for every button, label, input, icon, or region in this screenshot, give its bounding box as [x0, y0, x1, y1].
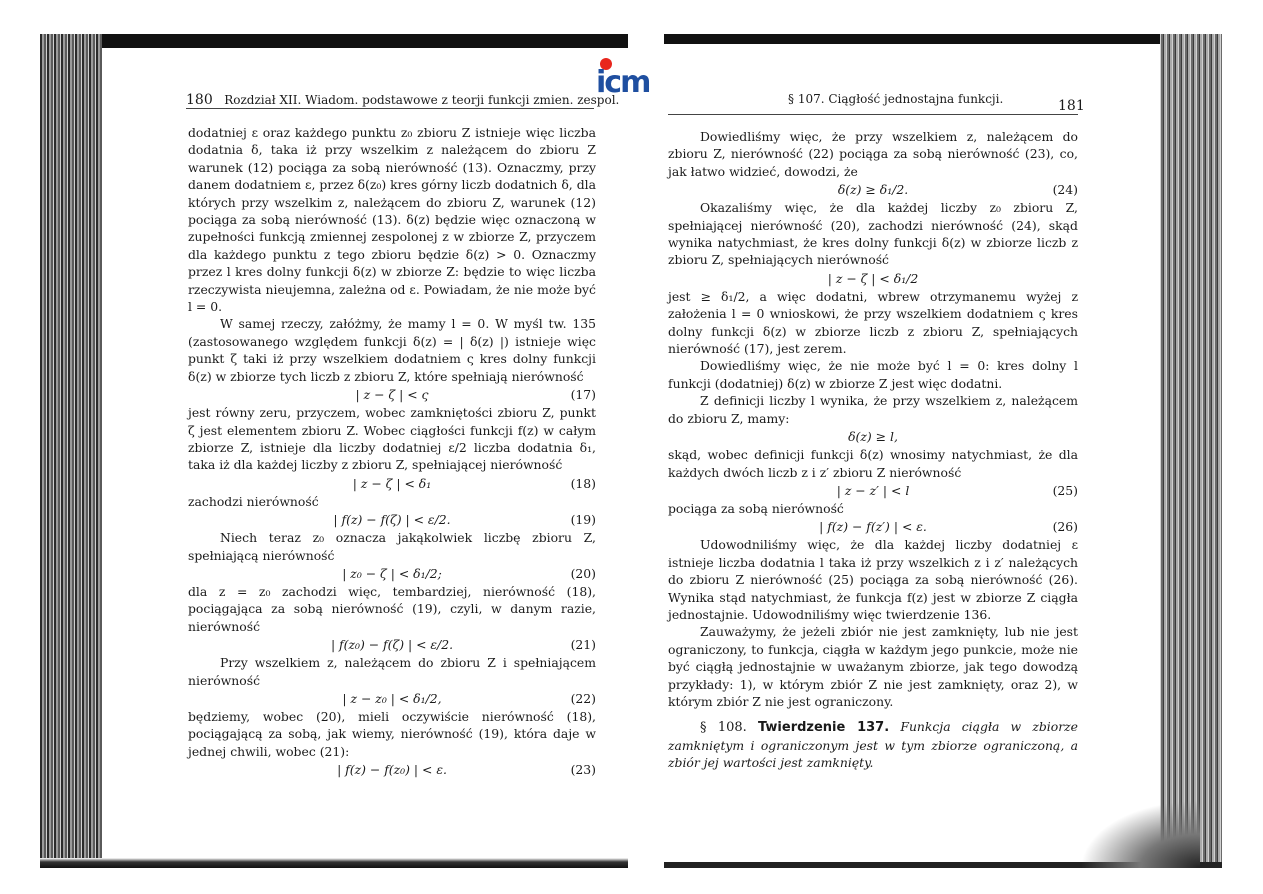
section-number: § 108.	[700, 720, 747, 736]
paragraph: zachodzi nierówność	[188, 493, 319, 509]
equation-number: (17)	[570, 387, 596, 403]
page-stack-right	[1160, 34, 1222, 868]
equation-expression: | f(z) − f(z′) | < ε.	[819, 519, 927, 535]
paragraph: Niech teraz z₀ oznacza jakąkolwiek liczbę zbioru Z, spełniającą nierówność	[188, 530, 596, 563]
right-page-body	[668, 128, 1078, 772]
paragraph: jest równy zeru, przyczem, wobec zamkniętości zbioru Z, punkt ζ jest elementem zbioru Z. Wobec ciągłości funkcji f(z) w całym zbiorze Z, istnieje dla liczby dodatniej ε/2 liczba dodatnia δ₁, taka iż dla każdej liczby z zbioru Z, spełniającej nierówność	[188, 405, 596, 473]
icm-logo	[596, 56, 664, 100]
paragraph: dodatniej ε oraz każdego punktu z₀ zbioru Z istnieje więc liczba dodatnia δ, taka iż przy wszelkim z należącem do zbioru Z warunek (12) pociąga za sobą nierówność (13). Oznaczmy, przy danem dodatniem ε, przez δ(z₀) kres górny liczb dodatnich δ, dla których przy wszelkim z, należącem do zbioru Z, warunek (12) pociąga za sobą nierówność (13). δ(z) będzie więc oznaczoną w zupełności funkcją zmiennej zespolonej z w zbiorze Z, przyczem dla każdego punktu z tego zbioru będzie δ(z) > 0. Oznaczmy przez l kres dolny funkcji δ(z) w zbiorze Z: będzie to więc liczba rzeczywista nieujemna, zależna od ε. Powiadam, że nie może być l = 0.	[188, 125, 596, 315]
paragraph: dla z = z₀ zachodzi więc, tembardziej, nierówność (18), pociągająca za sobą nierówność (19), czyli, w danym razie, nierówność	[188, 583, 596, 634]
equation-expression: | f(z₀) − f(ζ) | < ε/2.	[330, 637, 454, 653]
equation-number: (23)	[570, 762, 596, 778]
section-heading	[668, 718, 1078, 771]
right-page-number-wrap	[1058, 98, 1085, 114]
left-page-header	[186, 92, 620, 108]
paragraph: Dowiedliśmy więc, że przy wszelkiem z, należącem do zbioru Z, nierówność (22) pociąga za sobą nierówność (23), co, jak łatwo widzieć, dowodzi, że	[668, 129, 1078, 179]
equation	[188, 510, 596, 529]
equation	[668, 427, 1078, 446]
equation-expression: | z₀ − ζ | < δ₁/2;	[342, 565, 442, 581]
book-gutter	[628, 34, 664, 868]
equation	[188, 635, 596, 654]
equation-number: (21)	[570, 637, 596, 653]
equation-number: (22)	[570, 690, 596, 706]
equation-number: (18)	[570, 475, 596, 491]
page-stack-left	[40, 34, 102, 868]
equation	[188, 564, 596, 583]
right-page-header	[788, 92, 1208, 106]
equation-number: (19)	[570, 512, 596, 528]
theorem-title: Twierdzenie 137.	[757, 720, 890, 736]
paragraph: Okazaliśmy więc, że dla każdej liczby z₀ zbioru Z, spełniającej nierówność (20), zachodzi nierówność (24), skąd wynika natychmiast, że kres dolny funkcji δ(z) w zbiorze liczb z zbioru Z, spełniających nierówność	[668, 200, 1078, 268]
paragraph: Przy wszelkiem z, należącem do zbioru Z i spełniającem nierówność	[188, 655, 596, 688]
logo-text: icm	[596, 65, 650, 100]
equation-expression: | f(z) − f(z₀) | < ε.	[337, 762, 447, 778]
paragraph: Zauważymy, że jeżeli zbiór nie jest zamknięty, lub nie jest ograniczony, to funkcja, ciągła w każdym jego punkcie, może nie być ciągłą jednostajnie w uważanym zbiorze, jak tego dowodzą przykłady: 1), w którym zbiór Z nie jest zamknięty, oraz 2), w którym zbiór Z nie jest ograniczony.	[668, 624, 1078, 709]
paragraph: W samej rzeczy, załóżmy, że mamy l = 0. W myśl tw. 135 (zastosowanego względem funkcji δ(z) = | δ(z) |) istnieje więc punkt ζ taki iż przy wszelkiem dodatniem ς kres dolny funkcji δ(z) w zbiorze tych liczb z zbioru Z, które spełniają nierówność	[188, 316, 596, 384]
equation	[668, 481, 1078, 500]
left-running-head: Rozdział XII. Wiadom. podstawowe z teorji funkcji zmien. zespol.	[224, 93, 620, 107]
equation-number: (20)	[570, 565, 596, 581]
paragraph: Z definicji liczby l wynika, że przy wszelkiem z, należącem do zbioru Z, mamy:	[668, 393, 1078, 426]
right-page	[664, 0, 1160, 894]
equation-expression: | z − ζ | < ς	[355, 387, 429, 403]
paragraph: pociąga za sobą nierówność	[668, 500, 844, 516]
equation	[668, 269, 1078, 288]
paragraph: Udowodniliśmy więc, że dla każdej liczby dodatniej ε istnieje liczba dodatnia l taka iż przy wszelkich z i z′ należących do zbioru Z nierówność (25) pociąga za sobą nierówność (26). Wynika stąd natychmiast, że funkcja f(z) jest w zbiorze Z ciągła jednostajnie. Udowodniliśmy więc twierdzenie 136.	[668, 537, 1078, 622]
left-page-number: 180	[186, 92, 213, 108]
left-header-rule	[186, 108, 594, 109]
right-header-rule	[668, 114, 1078, 115]
equation	[668, 180, 1078, 199]
theorem-statement: Funkcja ciągła w zbiorze zamkniętym i ograniczonym jest w tym zbiorze ograniczoną, a zbiór jej wartości jest zamknięty.	[668, 719, 1078, 771]
left-page	[102, 0, 628, 894]
right-running-head: § 107. Ciągłość jednostajna funkcji.	[788, 92, 1004, 106]
equation-expression: δ(z) ≥ δ₁/2.	[837, 182, 909, 198]
equation	[188, 689, 596, 708]
equation-number: (25)	[1052, 482, 1078, 498]
equation	[188, 385, 596, 404]
equation-number: (26)	[1052, 519, 1078, 535]
left-page-body	[188, 124, 596, 779]
paragraph: jest ≥ δ₁/2, a więc dodatni, wbrew otrzymanemu wyżej z założenia l = 0 wnioskowi, że przy wszelkiem dodatniem ς kres dolny funkcji δ(z) w zbiorze liczb z zbioru Z, spełniających nierówność (17), jest zerem.	[668, 288, 1078, 357]
equation-expression: | z − z₀ | < δ₁/2,	[342, 690, 442, 706]
right-page-number: 181	[1058, 98, 1085, 114]
equation-expression: | z − ζ | < δ₁/2	[827, 270, 919, 286]
paragraph: będziemy, wobec (20), mieli oczywiście nierówność (18), pociągającą za sobą, jak wiemy, nierówność (19), która daje w jednej chwili, wobec (21):	[188, 708, 596, 759]
equation	[188, 474, 596, 493]
paragraph: Dowiedliśmy więc, że nie może być l = 0: kres dolny l funkcji (dodatniej) δ(z) w zbiorze Z jest więc dodatni.	[668, 358, 1078, 391]
equation-expression: | z − ζ | < δ₁	[352, 475, 432, 491]
equation-number: (24)	[1052, 182, 1078, 198]
equation	[668, 517, 1078, 536]
equation-expression: δ(z) ≥ l,	[848, 429, 898, 445]
equation-expression: | f(z) − f(ζ) | < ε/2.	[333, 512, 451, 528]
equation	[188, 760, 596, 779]
equation-expression: | z − z′ | < l	[836, 482, 910, 498]
paragraph: skąd, wobec definicji funkcji δ(z) wnosimy natychmiast, że dla każdych dwóch liczb z i z′ zbioru Z nierówność	[668, 447, 1078, 480]
